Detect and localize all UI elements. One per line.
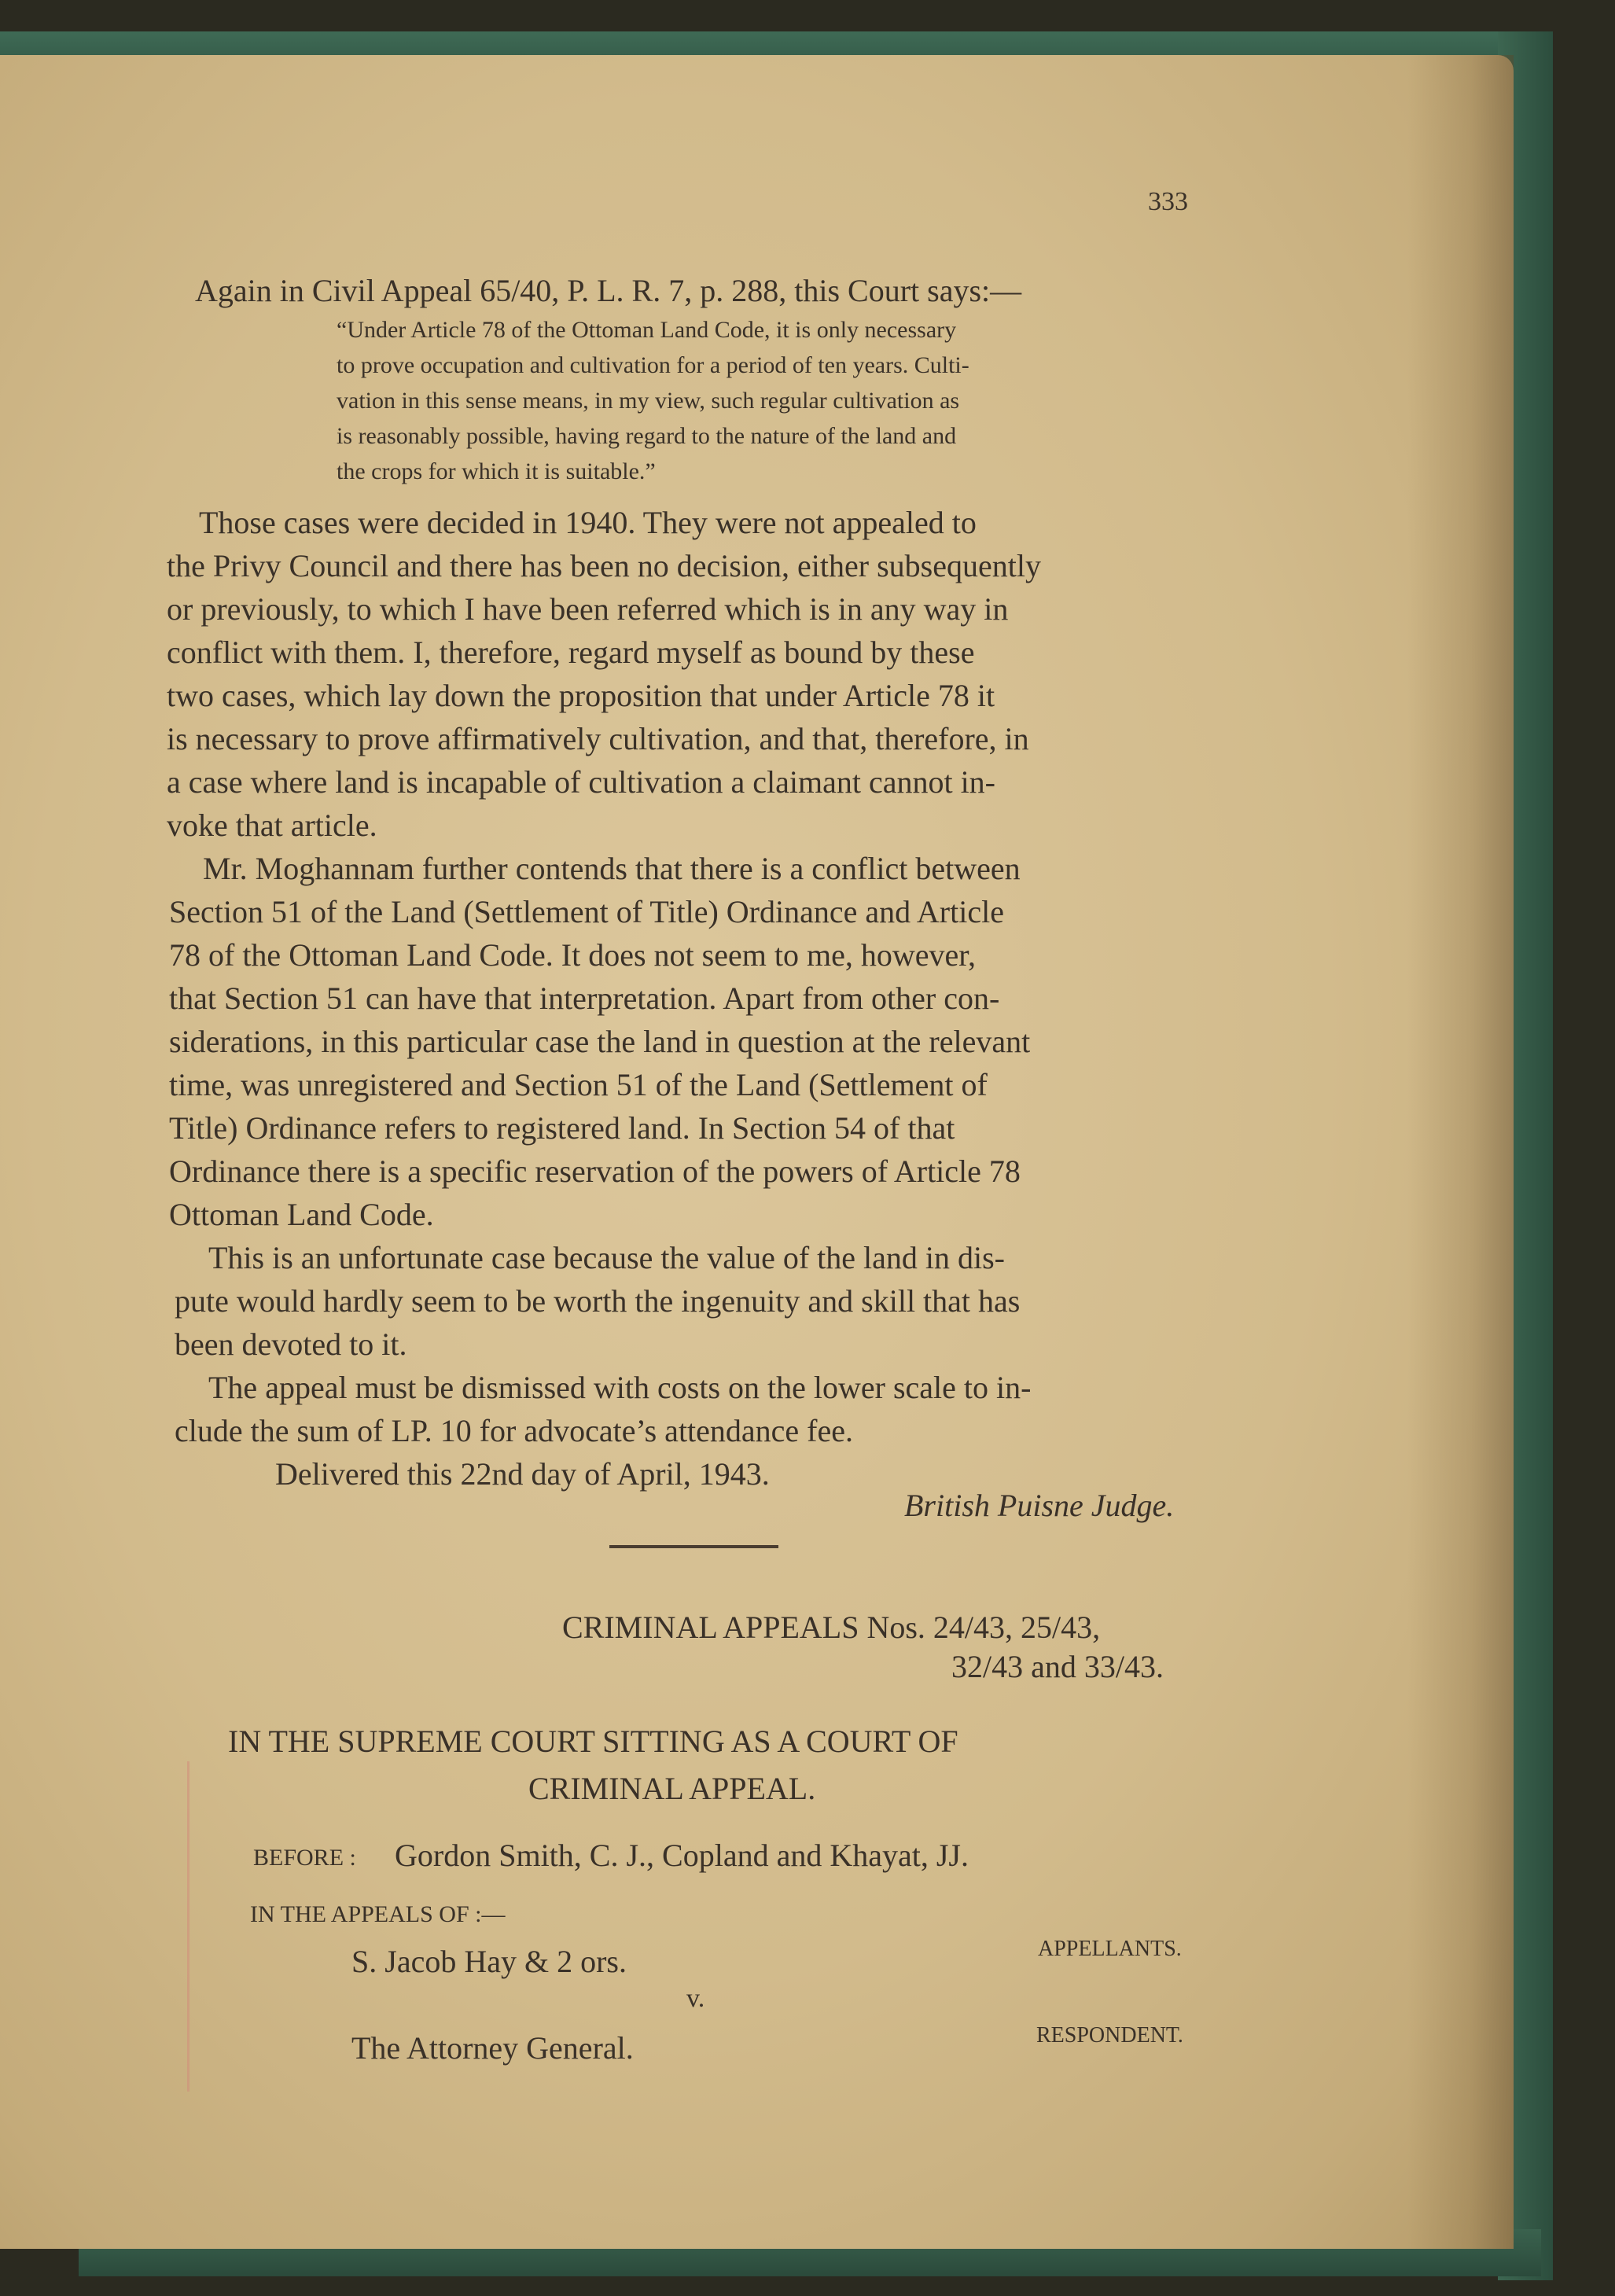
case-heading-line: 32/43 and 33/43. [951, 1649, 1164, 1684]
text-line: clude the sum of LP. 10 for advocate’s attendance fee. [175, 1413, 854, 1448]
text-line: is necessary to prove affirmatively cultivation, and that, therefore, in [167, 721, 1029, 756]
section-divider [609, 1545, 778, 1548]
text-line: Title) Ordinance refers to registered land. In Section 54 of that [169, 1110, 955, 1146]
text-line: conflict with them. I, therefore, regard myself as bound by these [167, 635, 975, 670]
text-line: The appeal must be dismissed with costs on the lower scale to in- [208, 1370, 1032, 1405]
text-line: Again in Civil Appeal 65/40, P. L. R. 7, p. 288, this Court says:— [195, 273, 1022, 308]
judge-signature: British Puisne Judge. [904, 1488, 1175, 1523]
versus: v. [686, 1984, 705, 2013]
text-line: Ottoman Land Code. [169, 1197, 434, 1232]
text-line: pute would hardly seem to be worth the ingenuity and skill that has [175, 1283, 1021, 1319]
text-line: 78 of the Ottoman Land Code. It does not seem to me, however, [169, 937, 976, 973]
text-line: time, was unregistered and Section 51 of the Land (Settlement of [169, 1067, 988, 1102]
text-line: Section 51 of the Land (Settlement of Title) Ordinance and Article [169, 894, 1004, 929]
respondent-name: The Attorney General. [351, 2030, 634, 2066]
case-heading-line: CRIMINAL APPEALS Nos. 24/43, 25/43, [562, 1610, 1101, 1645]
quote-line: to prove occupation and cultivation for a period of ten years. Culti- [337, 352, 969, 378]
text-line: been devoted to it. [175, 1326, 407, 1362]
margin-pen-mark [187, 1761, 189, 2092]
page-number: 333 [1148, 187, 1188, 216]
book-page [0, 55, 1514, 2249]
before-judges: Gordon Smith, C. J., Copland and Khayat, JJ. [395, 1838, 969, 1873]
text-line: voke that article. [167, 808, 377, 843]
text-line: that Section 51 can have that interpretation. Apart from other con- [169, 981, 1000, 1016]
text-line: two cases, which lay down the proposition that under Article 78 it [167, 678, 995, 713]
text-line: This is an unfortunate case because the value of the land in dis- [208, 1240, 1005, 1275]
before-label: BEFORE : [253, 1845, 356, 1871]
text-line: Those cases were decided in 1940. They were not appealed to [199, 505, 977, 540]
respondent-role: RESPONDENT. [1036, 2023, 1183, 2048]
court-title-line: IN THE SUPREME COURT SITTING AS A COURT OF [228, 1724, 958, 1759]
quote-line: is reasonably possible, having regard to the nature of the land and [337, 423, 957, 449]
appeals-of-label: IN THE APPEALS OF :— [250, 1901, 506, 1927]
quote-line: vation in this sense means, in my view, such regular cultivation as [337, 388, 960, 414]
appellant-role: APPELLANTS. [1038, 1937, 1182, 1961]
text-line: or previously, to which I have been referred which is in any way in [167, 591, 1009, 627]
quote-line: “Under Article 78 of the Ottoman Land Code, it is only necessary [337, 317, 957, 343]
quote-line: the crops for which it is suitable.” [337, 458, 656, 484]
delivered-line: Delivered this 22nd day of April, 1943. [275, 1456, 770, 1492]
text-line: siderations, in this particular case the land in question at the relevant [169, 1024, 1031, 1059]
text-line: the Privy Council and there has been no decision, either subsequently [167, 548, 1041, 583]
text-line: a case where land is incapable of cultivation a claimant cannot in- [167, 764, 996, 800]
court-title-line: CRIMINAL APPEAL. [528, 1771, 816, 1806]
text-line: Ordinance there is a specific reservation of the powers of Article 78 [169, 1154, 1021, 1189]
appellant-name: S. Jacob Hay & 2 ors. [351, 1944, 627, 1979]
text-line: Mr. Moghannam further contends that there is a conflict between [203, 851, 1021, 886]
page-edge-shadow [1407, 55, 1514, 2249]
